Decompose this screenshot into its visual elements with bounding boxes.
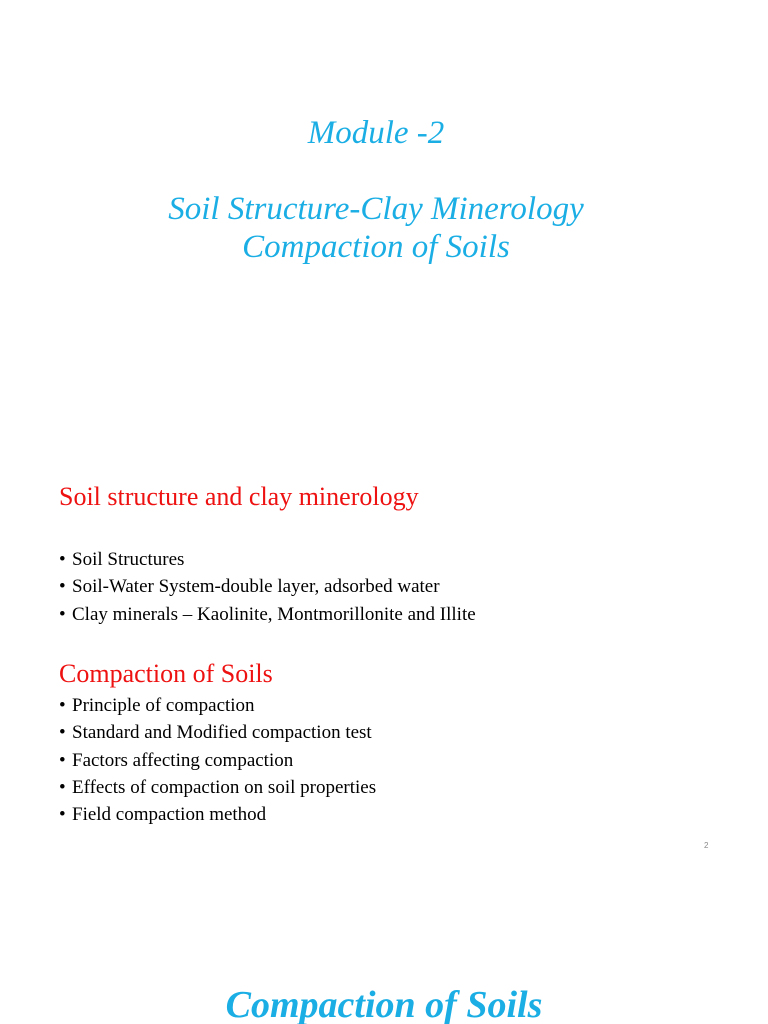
list-item-text: Principle of compaction <box>72 695 255 716</box>
list-item <box>59 692 376 719</box>
bullet-icon: • <box>59 749 66 771</box>
section-heading-compaction: Compaction of Soils <box>59 659 273 688</box>
list-item <box>59 546 476 573</box>
bullet-icon: • <box>59 603 66 625</box>
bullet-icon: • <box>59 776 66 798</box>
section-heading-soil-structure: Soil structure and clay minerology <box>59 482 419 511</box>
list-item <box>59 747 376 774</box>
subtitle-line: Compaction of Soils <box>242 229 510 265</box>
list-item-text: Standard and Modified compaction test <box>72 722 372 744</box>
list-item <box>59 601 476 628</box>
bullet-icon: • <box>59 695 66 716</box>
list-item-text: Clay minerals – Kaolinite, Montmorillonite and Illite <box>72 603 476 625</box>
list-item <box>59 573 476 600</box>
compaction-list <box>59 692 376 828</box>
list-item-text: Effects of compaction on soil properties <box>72 776 377 798</box>
list-item <box>59 774 376 801</box>
bullet-icon: • <box>59 576 66 598</box>
bullet-icon: • <box>59 722 66 744</box>
list-item <box>59 801 376 828</box>
module-title: Module -2 <box>307 115 445 151</box>
next-slide-title: Compaction of Soils <box>225 984 543 1024</box>
page-number: 2 <box>704 841 709 850</box>
bullet-icon: • <box>59 804 66 826</box>
list-item <box>59 719 376 746</box>
list-item-text: Field compaction method <box>72 804 267 826</box>
list-item-text: Soil-Water System-double layer, adsorbed water <box>72 576 440 598</box>
subtitle-line: Soil Structure-Clay Minerology <box>168 191 584 227</box>
bullet-icon: • <box>59 549 66 570</box>
soil-structure-list <box>59 546 476 628</box>
list-item-text: Factors affecting compaction <box>72 749 294 771</box>
list-item-text: Soil Structures <box>72 549 185 570</box>
